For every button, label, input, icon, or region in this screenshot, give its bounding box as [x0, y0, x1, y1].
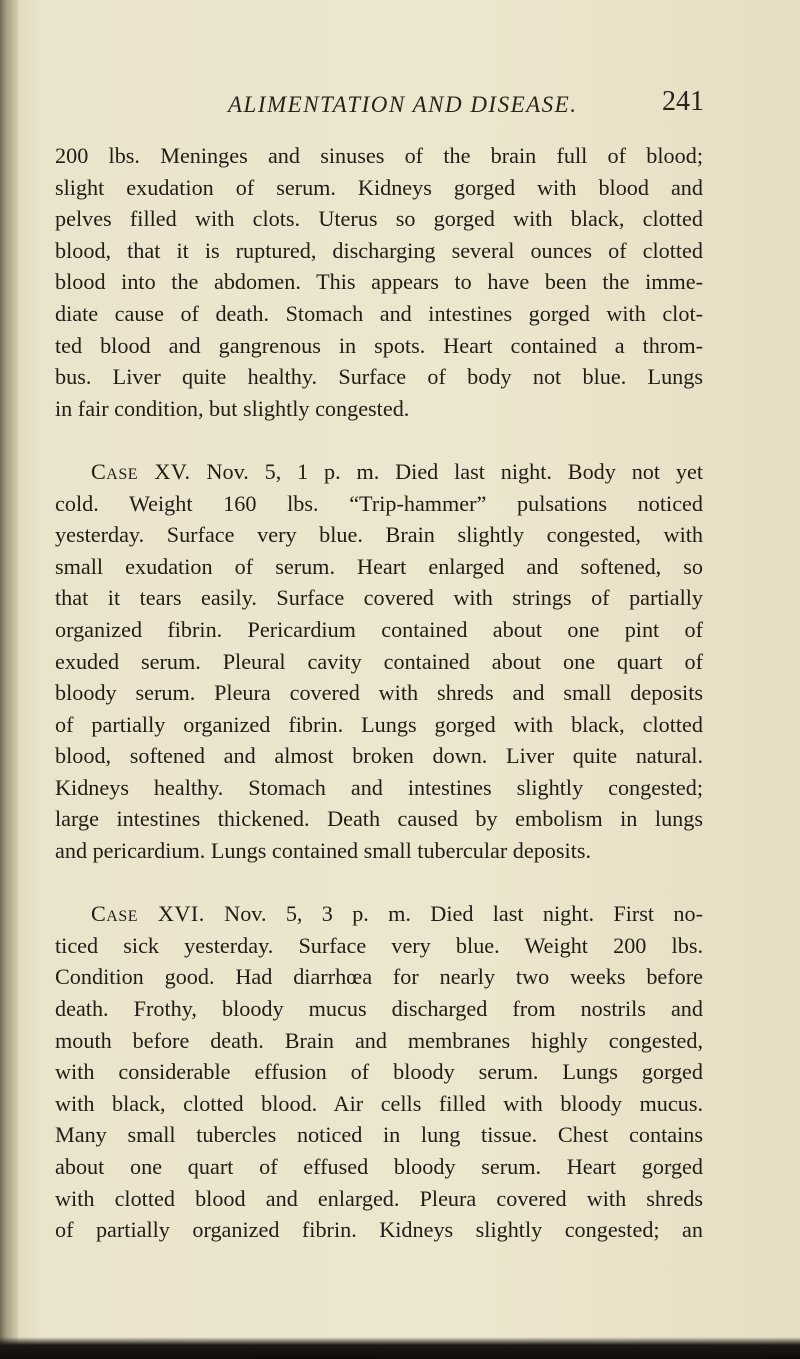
text-line: pelves filled with clots. Uterus so gorged with black, clotted	[55, 206, 703, 232]
text-line: ted blood and gangrenous in spots. Heart contained a throm-	[55, 332, 703, 358]
text-line: Many small tubercles noticed in lung tissue. Chest contains	[55, 1122, 703, 1148]
text-line: that it tears easily. Surface covered with strings of partially	[55, 585, 703, 611]
text-line: ticed sick yesterday. Surface very blue. Weight 200 lbs.	[55, 932, 703, 958]
case-label: Case XV.	[91, 458, 191, 484]
text-line: of partially organized fibrin. Lungs gorged with black, clotted	[55, 711, 703, 737]
case-label: Case XVI.	[91, 901, 205, 927]
text-line: with considerable effusion of bloody serum. Lungs gorged	[55, 1059, 703, 1085]
text-line: bloody serum. Pleura covered with shreds and small deposits	[55, 680, 703, 706]
text-line-rest: Nov. 5, 1 p. m. Died last night. Body not yet	[190, 458, 703, 484]
text-line-rest: Nov. 5, 3 p. m. Died last night. First no-	[204, 901, 703, 927]
text-line: death. Frothy, bloody mucus discharged from nostrils and	[55, 996, 703, 1022]
text-line: blood, softened and almost broken down. Liver quite natural.	[55, 743, 703, 769]
text-line: large intestines thickened. Death caused by embolism in lungs	[55, 806, 703, 832]
text-line: about one quart of effused bloody serum. Heart gorged	[55, 1154, 703, 1179]
text-line: and pericardium. Lungs contained small tubercular deposits.	[55, 838, 592, 864]
running-title: ALIMENTATION AND DISEASE.	[228, 92, 578, 117]
binding-shadow	[0, 0, 18, 1359]
text-line: exuded serum. Pleural cavity contained about one quart of	[55, 648, 703, 674]
text-line: with clotted blood and enlarged. Pleura covered with shreds	[55, 1185, 703, 1211]
page-number: 241	[662, 86, 704, 117]
text-line: slight exudation of serum. Kidneys gorged with blood and	[55, 174, 703, 200]
text-line: with black, clotted blood. Air cells filled with bloody mucus.	[55, 1090, 703, 1116]
body-text	[55, 140, 703, 1246]
paragraph-gap	[55, 424, 703, 456]
text-line: small exudation of serum. Heart enlarged and softened, so	[55, 553, 703, 579]
text-line: organized fibrin. Pericardium contained about one pint of	[55, 616, 703, 642]
text-line: 200 lbs. Meninges and sinuses of the brain full of blood;	[55, 143, 703, 168]
text-line: blood, that it is ruptured, discharging several ounces of clotted	[55, 237, 703, 263]
text-line: mouth before death. Brain and membranes highly congested,	[55, 1027, 703, 1053]
text-line: Condition good. Had diarrhœa for nearly two weeks before	[55, 964, 703, 990]
text-line: bus. Liver quite healthy. Surface of body not blue. Lungs	[55, 364, 703, 390]
text-line: of partially organized fibrin. Kidneys slightly congested; an	[55, 1217, 703, 1243]
text-line: Kidneys healthy. Stomach and intestines slightly congested;	[55, 774, 703, 800]
paragraph-gap	[55, 867, 703, 899]
text-line: in fair condition, but slightly congested.	[55, 395, 410, 421]
text-line: blood into the abdomen. This appears to have been the imme-	[55, 269, 703, 295]
text-line: diate cause of death. Stomach and intestines gorged with clot-	[55, 300, 703, 326]
case-heading-line	[55, 456, 703, 488]
case-heading-line	[55, 898, 703, 930]
page-bottom-edge	[0, 1337, 800, 1359]
text-line: cold. Weight 160 lbs. “Trip-hammer” pulsations noticed	[55, 490, 703, 516]
text-line: yesterday. Surface very blue. Brain slightly congested, with	[55, 522, 703, 548]
